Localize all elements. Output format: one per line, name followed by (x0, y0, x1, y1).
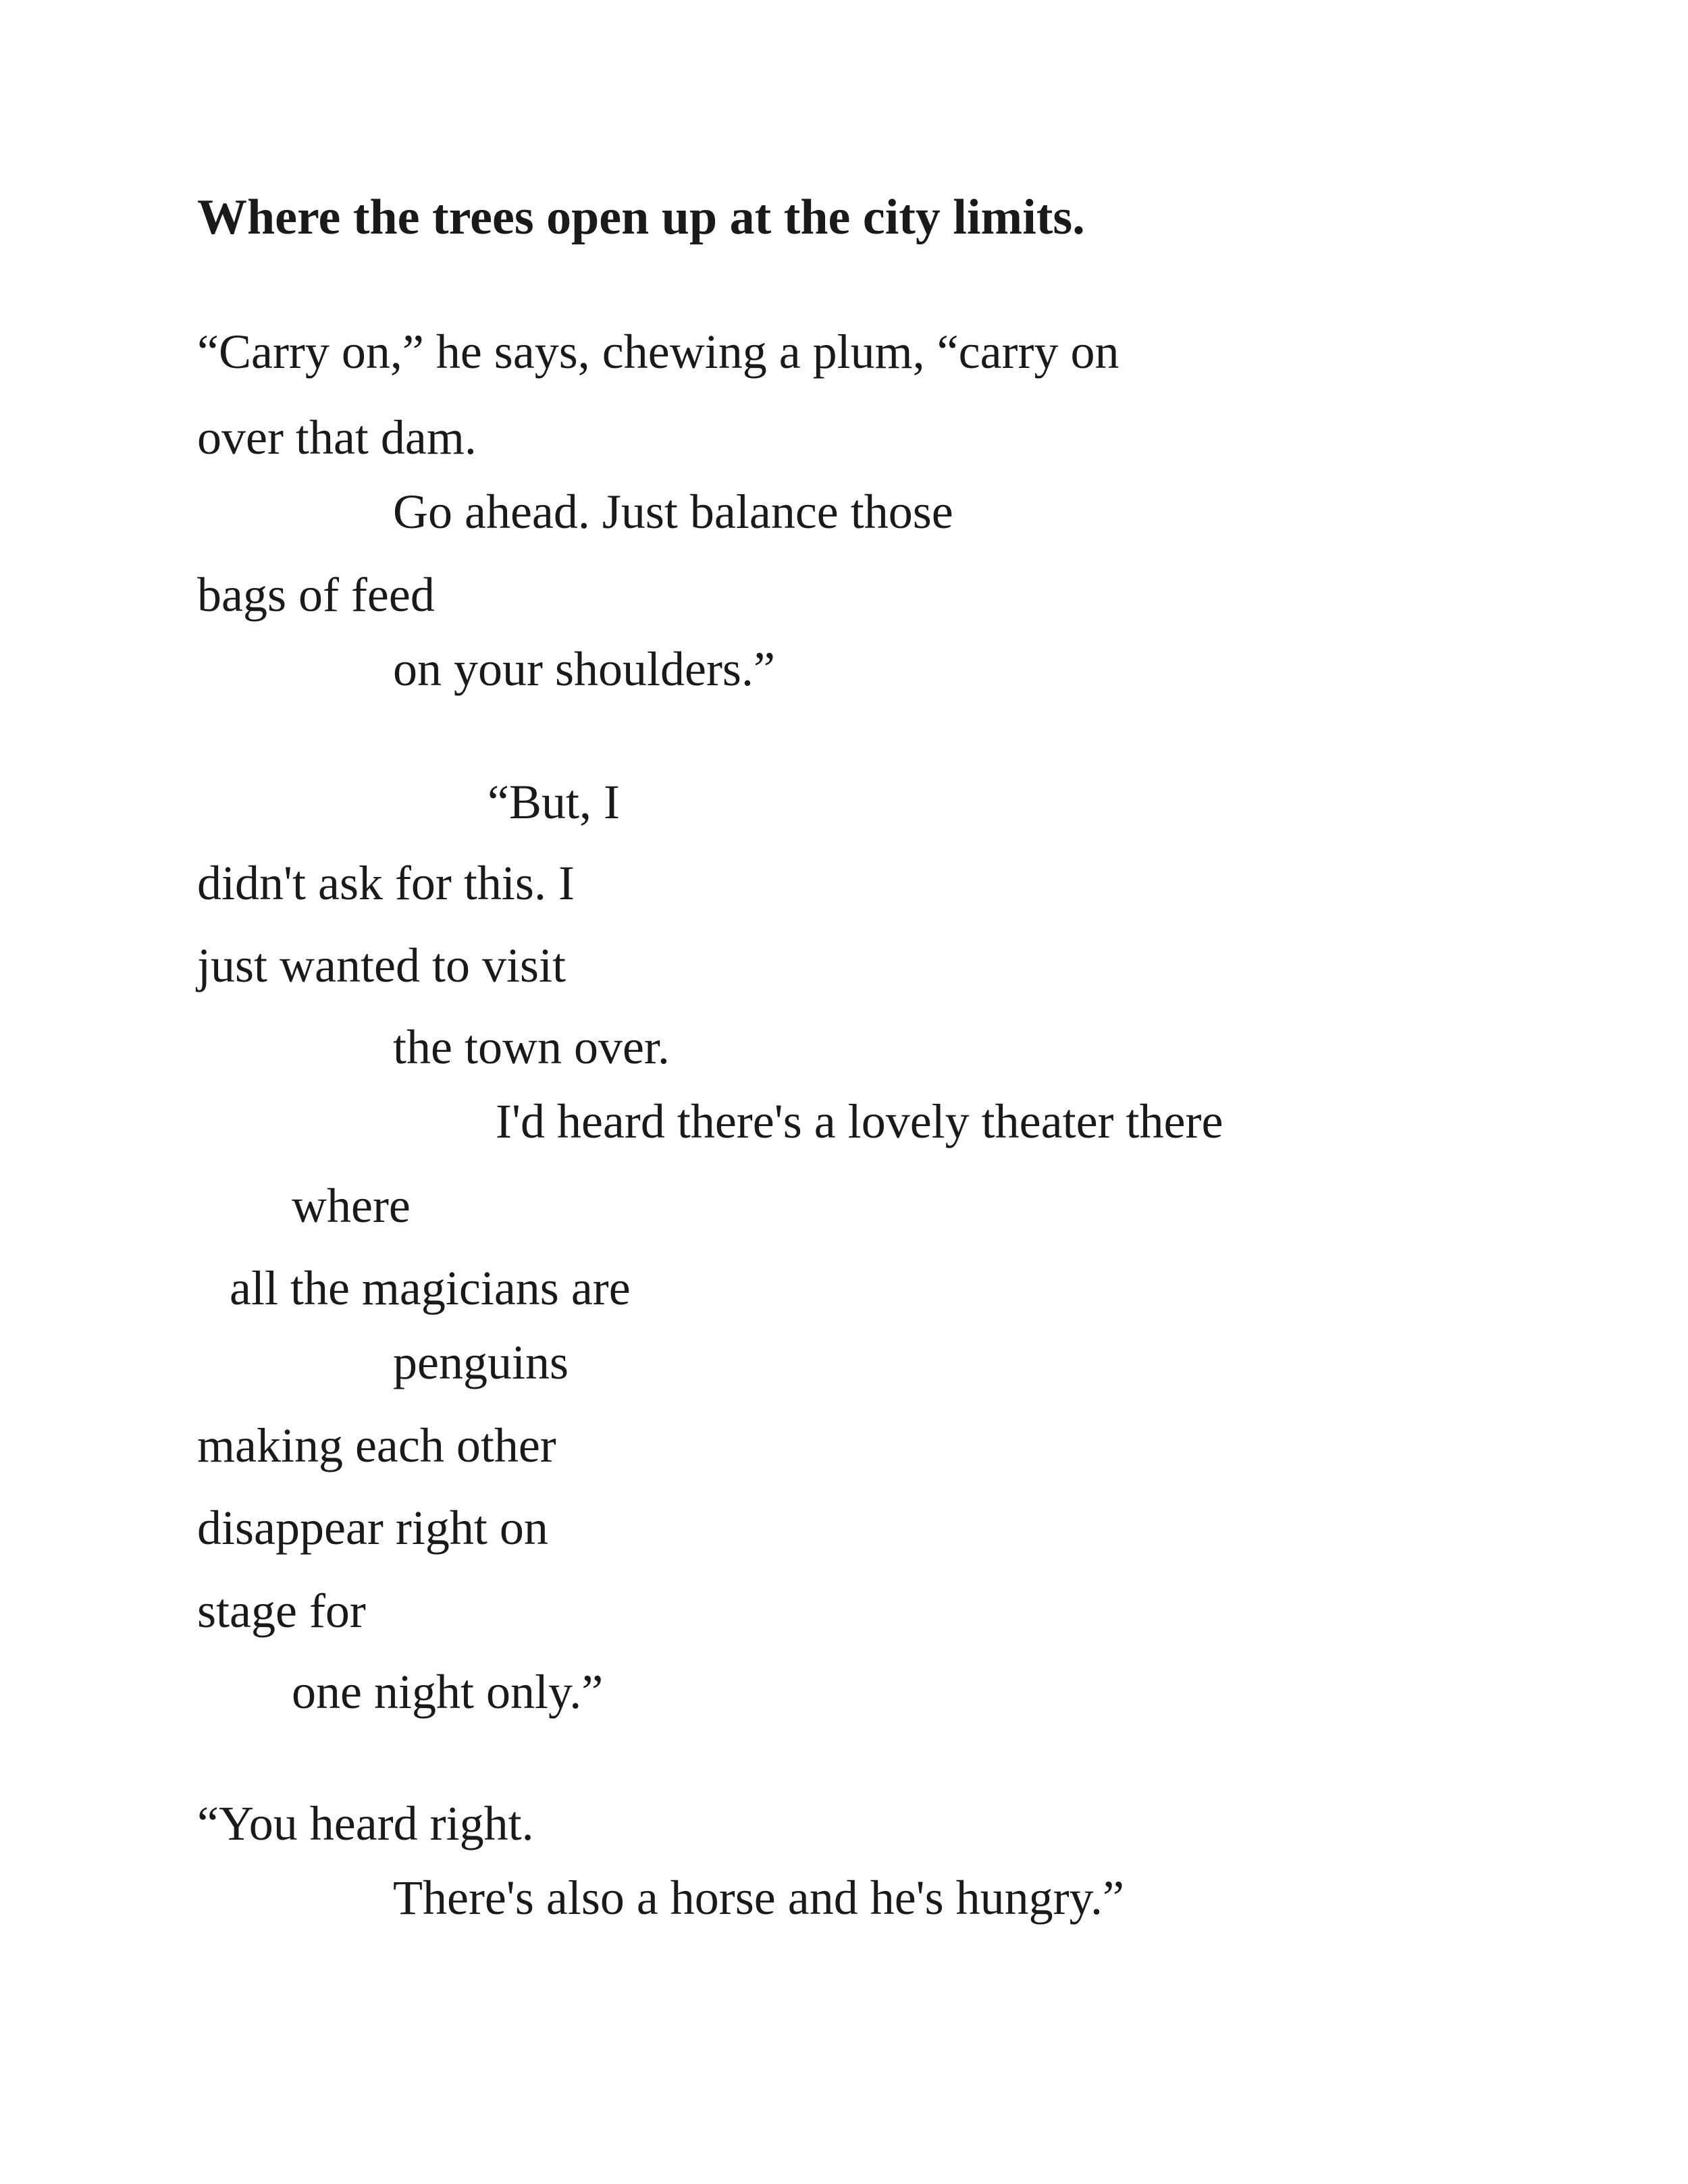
poem-line: all the magicians are (230, 1261, 631, 1315)
poem-line: penguins (393, 1335, 569, 1389)
poem-line: “But, I (487, 775, 620, 829)
poem-line: “Carry on,” he says, chewing a plum, “carry on (197, 325, 1119, 379)
poem-line: “You heard right. (197, 1796, 534, 1850)
poem-line: the town over. (393, 1020, 670, 1074)
poem-title: Where the trees open up at the city limits. (197, 190, 1085, 245)
poem-line: bags of feed (197, 568, 435, 622)
poem-line: one night only.” (292, 1665, 604, 1719)
poem-line: where (292, 1179, 411, 1233)
poem-line: I'd heard there's a lovely theater there (496, 1094, 1223, 1148)
poem-line: just wanted to visit (197, 938, 566, 992)
poem-line: Go ahead. Just balance those (393, 485, 953, 539)
poem-line: over that dam. (197, 410, 477, 464)
poem-line: didn't ask for this. I (197, 856, 575, 910)
poem-line: making each other (197, 1418, 556, 1472)
poem-line: stage for (197, 1584, 366, 1638)
poem-line: disappear right on (197, 1501, 548, 1555)
poem-line: on your shoulders.” (393, 642, 775, 696)
poem-line: There's also a horse and he's hungry.” (393, 1871, 1124, 1925)
